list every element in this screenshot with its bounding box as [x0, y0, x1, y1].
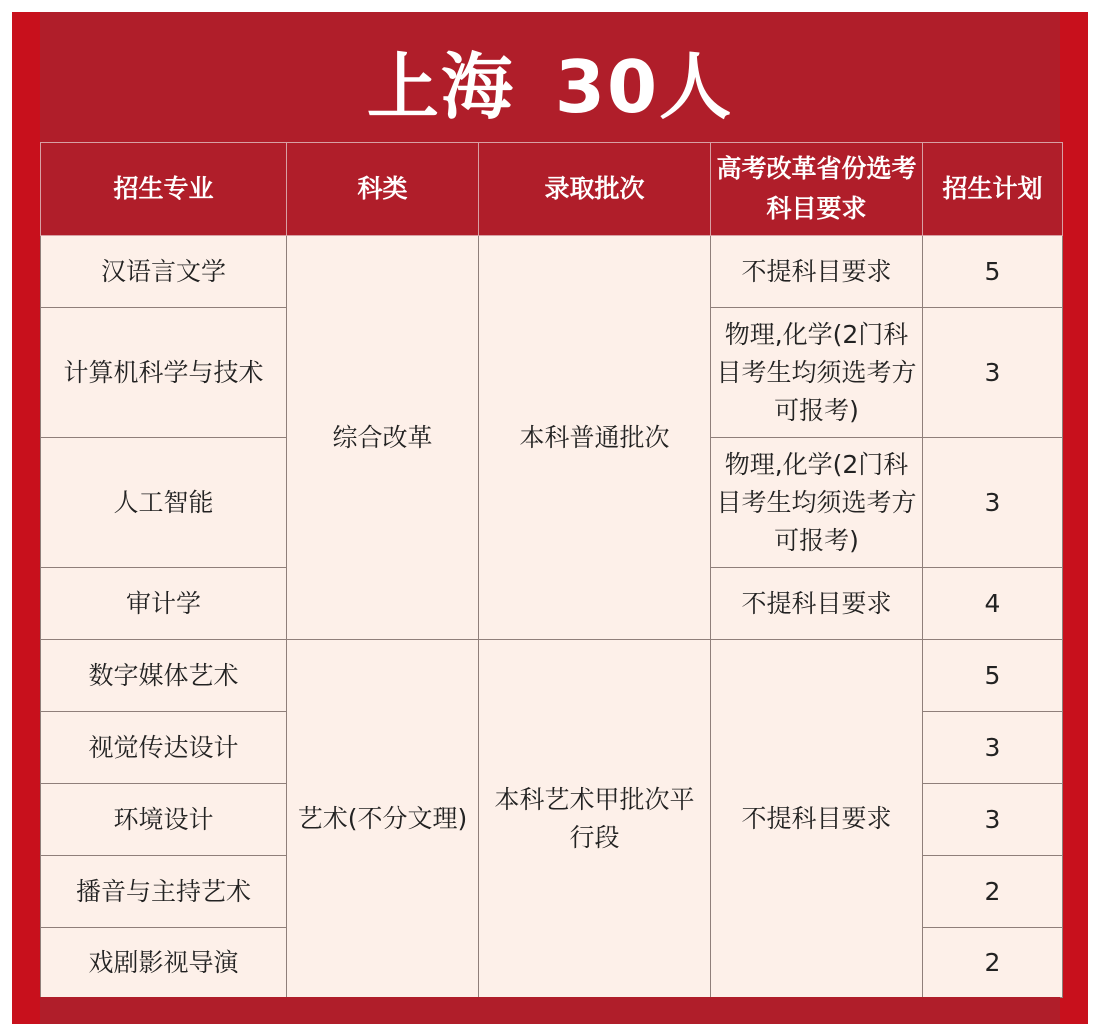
category-cell: 艺术(不分文理) — [287, 640, 479, 998]
requirement-cell: 不提科目要求 — [711, 236, 923, 308]
plan-cell: 4 — [923, 568, 1063, 640]
plan-cell: 2 — [923, 928, 1063, 998]
plan-cell: 3 — [923, 308, 1063, 438]
category-cell: 综合改革 — [287, 236, 479, 640]
major-cell: 计算机科学与技术 — [41, 308, 287, 438]
plan-cell: 2 — [923, 856, 1063, 928]
requirement-cell: 物理,化学(2门科目考生均须选考方可报考) — [711, 438, 923, 568]
title-location: 上海 — [366, 45, 515, 129]
title-count: 30人 — [554, 45, 734, 129]
frame-bottom-band — [40, 997, 1060, 1024]
table-header-row — [41, 143, 1063, 236]
frame-left-edge — [12, 12, 40, 1024]
plan-cell: 5 — [923, 236, 1063, 308]
admission-plan-table — [40, 142, 1063, 998]
header-requirement: 高考改革省份选考科目要求 — [711, 143, 923, 236]
plan-cell: 3 — [923, 712, 1063, 784]
major-cell: 汉语言文学 — [41, 236, 287, 308]
page-title — [40, 22, 1060, 140]
header-category: 科类 — [287, 143, 479, 236]
frame-right-edge — [1060, 12, 1088, 1024]
batch-cell: 本科艺术甲批次平行段 — [479, 640, 711, 998]
major-cell: 数字媒体艺术 — [41, 640, 287, 712]
requirement-cell: 物理,化学(2门科目考生均须选考方可报考) — [711, 308, 923, 438]
major-cell: 环境设计 — [41, 784, 287, 856]
major-cell: 戏剧影视导演 — [41, 928, 287, 998]
batch-cell: 本科普通批次 — [479, 236, 711, 640]
table-row — [41, 236, 1063, 308]
header-major: 招生专业 — [41, 143, 287, 236]
major-cell: 视觉传达设计 — [41, 712, 287, 784]
table-row — [41, 640, 1063, 712]
header-plan: 招生计划 — [923, 143, 1063, 236]
major-cell: 审计学 — [41, 568, 287, 640]
header-batch: 录取批次 — [479, 143, 711, 236]
plan-cell: 5 — [923, 640, 1063, 712]
major-cell: 播音与主持艺术 — [41, 856, 287, 928]
requirement-cell: 不提科目要求 — [711, 640, 923, 998]
plan-cell: 3 — [923, 438, 1063, 568]
plan-cell: 3 — [923, 784, 1063, 856]
major-cell: 人工智能 — [41, 438, 287, 568]
requirement-cell: 不提科目要求 — [711, 568, 923, 640]
